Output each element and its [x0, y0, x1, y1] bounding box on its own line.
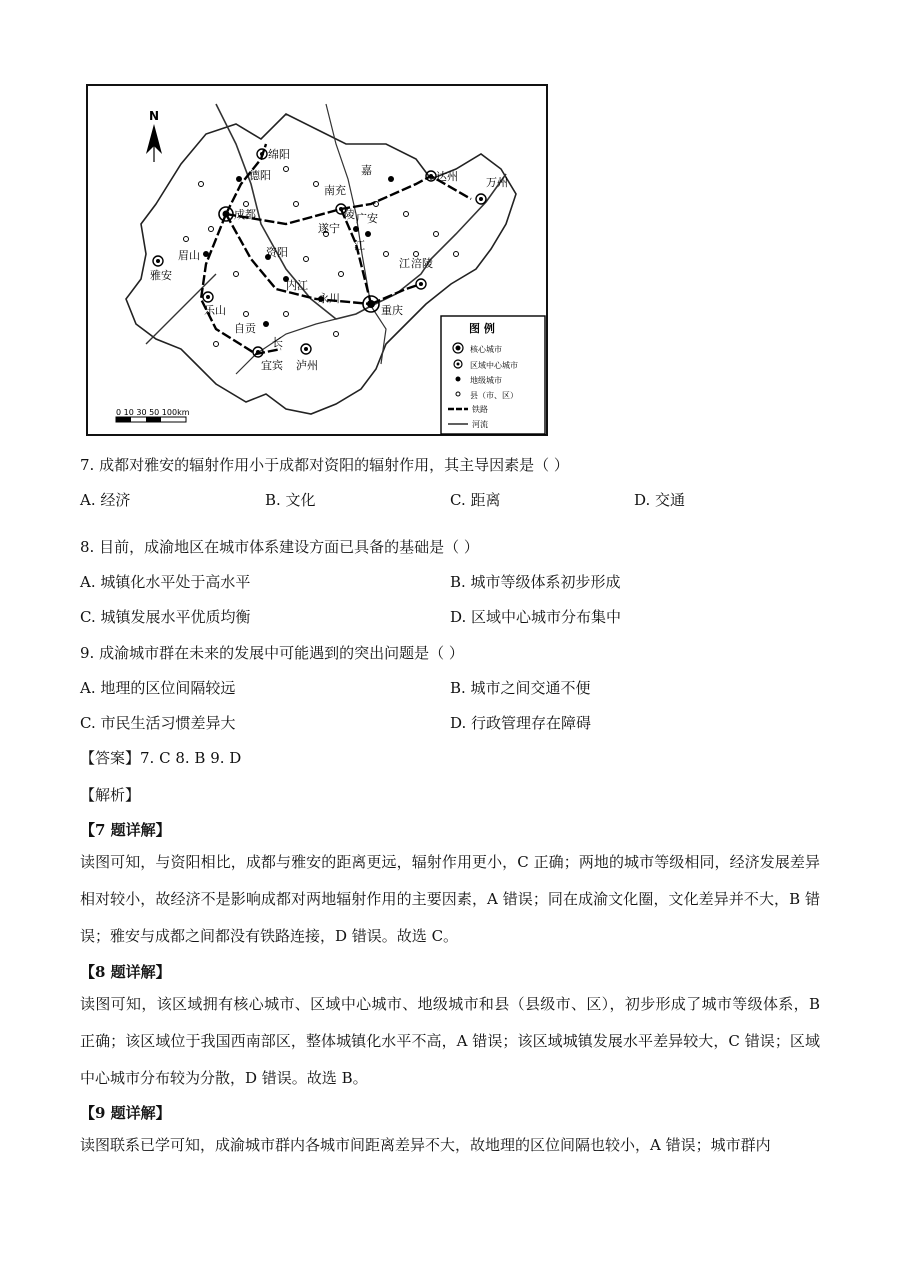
- label-chang: 长: [272, 336, 283, 349]
- label-yibin: 宜宾: [261, 359, 283, 372]
- label-meishan: 眉山: [178, 249, 200, 262]
- detail-8-text: 读图可知，该区域拥有核心城市、区域中心城市、地级城市和县（县级市、区），初步形成了城市等级体系，B 正确；该区域位于我国西南部区，整体城镇化水平不高，A 错误；该区域城镇发展水平差异较大，C 错误；区域中心城市分布较为分散，D 错误。故选 B。: [80, 995, 820, 1087]
- legend-river: 河流: [472, 420, 488, 429]
- question-8-stem: 8. 目前，成渝地区在城市体系建设方面已具备的基础是（ ）: [80, 538, 479, 556]
- label-mianyang: 绵阳: [268, 148, 290, 161]
- label-nanchong: 南充: [324, 184, 346, 197]
- label-jia: 嘉: [361, 164, 372, 177]
- scale-label: 0 10 30 50 100km: [116, 408, 190, 417]
- chengyu-region-map: [86, 84, 548, 436]
- label-jiang1: 江: [354, 239, 365, 252]
- q8-option-c: C. 城镇发展水平优质均衡: [80, 608, 251, 626]
- q9-option-d: D. 行政管理存在障碍: [450, 714, 592, 732]
- q7-option-a: A. 经济: [80, 491, 131, 509]
- label-jiang2: 江: [399, 257, 410, 270]
- q8-option-d: D. 区域中心城市分布集中: [450, 608, 622, 626]
- q7-option-d: D. 交通: [634, 491, 686, 509]
- label-ziyang: 资阳: [266, 246, 288, 259]
- q7-option-c: C. 距离: [450, 491, 501, 509]
- label-zigong: 自贡: [234, 322, 256, 335]
- label-leshan: 乐山: [204, 304, 226, 317]
- q8-option-a: A. 城镇化水平处于高水平: [80, 573, 251, 591]
- label-guangan: 广安: [356, 212, 378, 225]
- label-ling: 陵: [344, 208, 355, 221]
- label-chongqing: 重庆: [381, 304, 403, 317]
- detail-7-heading: 【7 题详解】: [80, 821, 171, 839]
- label-yongchuan: 永川: [318, 292, 340, 305]
- detail-9-text: 读图联系已学可知，成渝城市群内各城市间距离差异不大，故地理的区位间隔也较小，A 错误；城市群内: [80, 1136, 771, 1154]
- detail-7-text: 读图可知，与资阳相比，成都与雅安的距离更远，辐射作用更小，C 正确；两地的城市等级相同，经济发展差异相对较小，故经济不是影响成都对两地辐射作用的主要因素，A 错误；同在成渝文化圈，文化差异并不大，B 错误；雅安与成都之间都没有铁路连接，D 错误。故选 C。: [80, 853, 820, 945]
- legend-railway: 铁路: [472, 405, 488, 414]
- q9-option-b: B. 城市之间交通不便: [450, 679, 591, 697]
- answer-line: 【答案】7. C 8. B 9. D: [80, 749, 242, 767]
- label-chengdu: 成都: [234, 208, 256, 221]
- question-9-stem: 9. 成渝城市群在未来的发展中可能遇到的突出问题是（ ）: [80, 644, 464, 662]
- label-luzhou: 泸州: [296, 359, 318, 372]
- q9-option-c: C. 市民生活习惯差异大: [80, 714, 236, 732]
- detail-9-heading: 【9 题详解】: [80, 1104, 171, 1122]
- north-label: N: [149, 109, 160, 123]
- legend-title: 图 例: [469, 322, 495, 335]
- label-neijiang: 内江: [286, 279, 308, 292]
- legend-county: 县（市、区）: [470, 391, 518, 400]
- label-yaan: 雅安: [150, 269, 172, 282]
- map-legend: [441, 316, 545, 434]
- label-deyang: 德阳: [249, 169, 271, 182]
- q9-option-a: A. 地理的区位间隔较远: [80, 679, 236, 697]
- label-dazhou: 达州: [436, 170, 458, 183]
- legend-regional-city: 区域中心城市: [470, 361, 518, 370]
- q8-option-b: B. 城市等级体系初步形成: [450, 573, 621, 591]
- question-7-stem: 7. 成都对雅安的辐射作用小于成都对资阳的辐射作用，其主导因素是（ ）: [80, 456, 569, 474]
- label-wanzhou: 万州: [486, 176, 508, 189]
- legend-core-city: 核心城市: [470, 345, 502, 354]
- label-fuling: 涪陵: [411, 257, 433, 270]
- label-suining: 遂宁: [318, 222, 340, 235]
- scale-bar: [116, 408, 190, 422]
- q7-option-b: B. 文化: [265, 491, 316, 509]
- analysis-label: 【解析】: [80, 786, 141, 804]
- legend-prefecture-city: 地级城市: [470, 376, 502, 385]
- detail-8-heading: 【8 题详解】: [80, 963, 171, 981]
